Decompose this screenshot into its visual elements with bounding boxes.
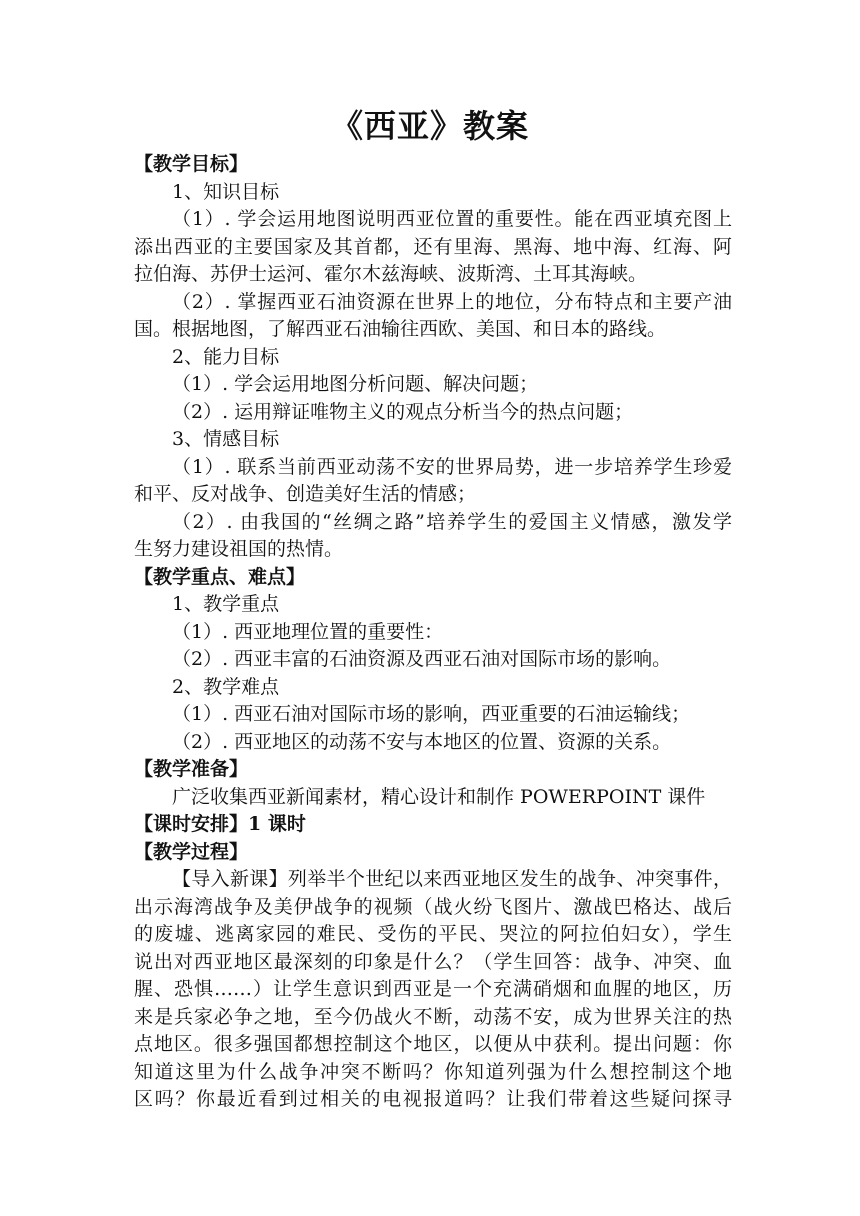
paragraph-line: （1）. 学会运用地图说明西亚位置的重要性。能在西亚填充图上 [172,208,732,230]
paragraph-line: 区吗？你最近看到过相关的电视报道吗？让我们带着这些疑问探寻 [134,1088,732,1110]
paragraph-line: 广泛收集西亚新闻素材，精心设计和制作 POWERPOINT 课件 [172,786,706,808]
paragraph-line: 添出西亚的主要国家及其首都，还有里海、黑海、地中海、红海、阿 [134,236,732,258]
section-heading-schedule: 【课时安排】1 课时 [134,813,306,835]
paragraph-line: 国。根据地图，了解西亚石油输往西欧、美国、和日本的路线。 [134,318,667,340]
paragraph-line: 【导入新课】列举半个世纪以来西亚地区发生的战争、冲突事件， [172,868,732,890]
paragraph-line: （2）. 由我国的“丝绸之路”培养学生的爱国主义情感，激发学 [172,511,732,533]
paragraph-line: （2）. 西亚丰富的石油资源及西亚石油对国际市场的影响。 [172,648,672,670]
document-title: 《西亚》教案 [330,107,529,145]
paragraph-line: 来是兵家必争之地，至今仍战火不断，动荡不安，成为世界关注的热 [134,1006,732,1028]
subheading-teaching-difficulty: 2、教学难点 [172,676,280,698]
paragraph-line: （1）. 学会运用地图分析问题、解决问题； [172,373,539,395]
paragraph-line: 出示海湾战争及美伊战争的视频（战火纷飞图片、激战巴格达、战后 [134,896,732,918]
paragraph-line: 说出对西亚地区最深刻的印象是什么？（学生回答：战争、冲突、血 [134,951,732,973]
paragraph-line: 生努力建设祖国的热情。 [134,538,344,560]
paragraph-line: 点地区。很多强国都想控制这个地区，以便从中获利。提出问题：你 [134,1033,732,1055]
paragraph-line: 拉伯海、苏伊士运河、霍尔木兹海峡、波斯湾、土耳其海峡。 [134,263,648,285]
paragraph-line: （1）. 联系当前西亚动荡不安的世界局势，进一步培养学生珍爱 [172,456,732,478]
subheading-knowledge-goals: 1、知识目标 [172,181,280,203]
section-heading-preparation: 【教学准备】 [134,758,249,780]
paragraph-line: 的废墟、逃离家园的难民、受伤的平民、哭泣的阿拉伯妇女），学生 [134,923,732,945]
paragraph-line: （1）. 西亚地理位置的重要性： [172,621,444,643]
paragraph-line: 知道这里为什么战争冲突不断吗？你知道列强为什么想控制这个地 [134,1061,732,1083]
paragraph-line: （2）. 掌握西亚石油资源在世界上的地位，分布特点和主要产油 [172,291,732,313]
subheading-teaching-focus: 1、教学重点 [172,593,280,615]
subheading-emotion-goals: 3、情感目标 [172,428,280,450]
section-heading-key-points: 【教学重点、难点】 [134,566,306,588]
paragraph-line: （2）. 运用辩证唯物主义的观点分析当今的热点问题； [172,401,634,423]
paragraph-line: 腥、恐惧……）让学生意识到西亚是一个充满硝烟和血腥的地区，历 [134,978,732,1000]
subheading-ability-goals: 2、能力目标 [172,346,280,368]
paragraph-line: （2）. 西亚地区的动荡不安与本地区的位置、资源的关系。 [172,731,672,753]
section-heading-teaching-goals: 【教学目标】 [134,153,249,175]
paragraph-line: （1）. 西亚石油对国际市场的影响，西亚重要的石油运输线； [172,703,691,725]
paragraph-line: 和平、反对战争、创造美好生活的情感； [134,483,477,505]
section-heading-process: 【教学过程】 [134,841,249,863]
